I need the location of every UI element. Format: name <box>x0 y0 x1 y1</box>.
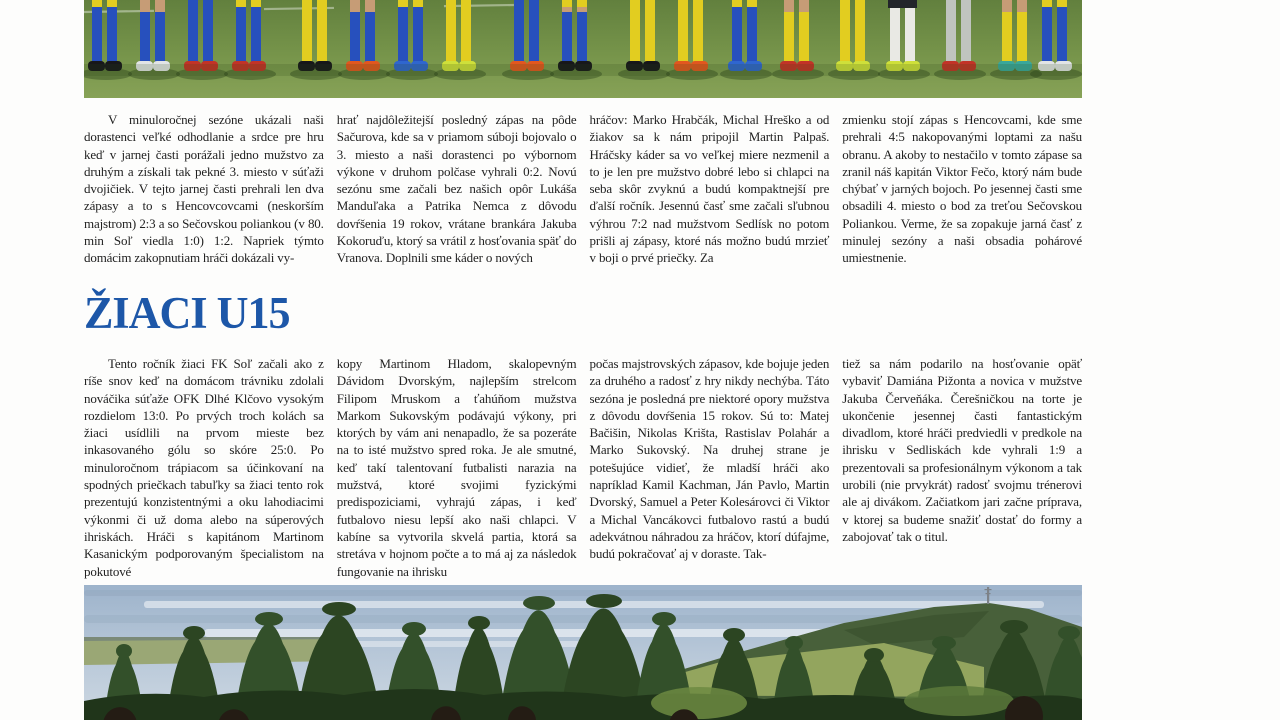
team-photo <box>84 0 1082 98</box>
team-photo-illustration <box>84 0 1082 98</box>
article-column: hrať najdôležitejší posledný zápas na pôde Sačurova, kde sa v priamom súboji bojovalo o 3. miesto a naši dorastenci po výbornom výkone v druhom polčase vyhrali 0:2. Novú sezónu sme začali bez našich opôr Lukáša Manduľaka a Patrika Nemca z dôvodu dovŕšenia 19 rokov, vrátane brankára Jakuba Kokoruďu, ktorý sa vrátil z hosťovania späť do Vranova. Doplnili sme káder o nových <box>336 112 577 266</box>
article-dorast <box>84 111 1082 287</box>
article-ziaci-u15 <box>84 355 1082 579</box>
article-column: tiež sa nám podarilo na hosťovanie opäť vybaviť Damiána Pižonta a novica v mužstve Jakuba Červeňáka. Čerešničkou na torte je ukončenie jesennej časti fantastickým divadlom, ktoré hráči predviedli v predkole na ihrisku v Sedliskách kde vyhrali 1:9 a prezentovali sa profesionálnym výkonom a tak urobili (nie prvykrát) radosť svojmu trénerovi ale aj divákom. Začiatkom jari začne príprava, v ktorej sa budeme snažiť dostať do formy a zabojovať tak o titul. <box>842 356 1082 544</box>
landscape-photo-illustration <box>84 585 1082 720</box>
article-column: V minuloročnej sezóne ukázali naši dorastenci veľké odhodlanie a srdce pre hru keď v jarnej časti porážali jedno mužstvo za druhým a získali tak pekné 3. miesto v súťaži dvojičiek. V tejto jarnej časti prehrali len dva zápasy a to s Hencovcovcami (neskorším majstrom) 2:3 a so Sečovskou poliankou (v 80. min Soľ viedla 1:0) 1:2. Napriek týmto domácim zakopnutiam hráči dokázali vy- <box>84 112 324 266</box>
article-column: Tento ročník žiaci FK Soľ začali ako z ríše snov keď na domácom trávniku zdolali nováčika súťaže OFK Dlhé Klčovo vysokým rozdielom 13:0. Po prvých troch kolách sa žiaci usídlili na prvom mieste bez inkasovaného gólu so skóre 25:0. Po minuloročnom trápiacom sa účinkovaní na spodných priečkach tabuľky sa žiaci tento rok prezentujú konzistentnými a oku lahodiacimi výkonmi či už doma alebo na súperových ihriskách. Hráči s kapitánom Martinom Kasanickým podporovaným špecialistom na pokutové <box>84 356 324 579</box>
article-column: hráčov: Marko Hrabčák, Michal Hreško a od žiakov sa k nám pripojil Martin Palpaš. Hráčsky káder sa vo veľkej miere nezmenil a to je len pre mužstvo dobré lebo si chlapci na seba skôr zvyknú a budú kompaktnejší pre ďalší ročník. Jesennú časť sme začali sľubnou výhrou 7:2 nad mužstvom Sedlísk no potom prišli aj zápasy, ktoré nás možno budú mrzieť v boji o prvé priečky. Za <box>589 112 830 266</box>
article-column: zmienku stojí zápas s Hencovcami, kde sme prehrali 4:5 nakopovanými loptami za našu obranu. A akoby to nestačilo v tomto zápase sa zranil náš kapitán Viktor Fečo, ktorý nám bude chýbať v jarných bojoch. Po jesennej časti sme obsadili 4. miesto o bod za treťou Sečovskou Poliankou. Verme, že sa zopakuje jarná časť z minulej sezóny a naši obsadia pohárové umiestnenie. <box>842 112 1082 266</box>
article-column: počas majstrovských zápasov, kde bojuje jeden za druhého a radosť z hry nikdy nechýba. Táto sezóna je posledná pre niektoré opory mužstva z dôvodu dovŕšenia 15 rokov. Sú to: Matej Bačišin, Nikolas Krišta, Rastislav Polahár a Marko Sukovský. Na druhej strane je potešujúce vidieť, že mladší hráči ako napríklad Kamil Kachman, Ján Pavlo, Martin Dvorský, Samuel a Peter Kolesárovci či Viktor a Michal Vancákovci futbalovo rastú a budú adekvátnou náhradou za hráčov, ktorí dúfajme, budú pokračovať aj v doraste. Tak- <box>589 356 830 562</box>
landscape-photo <box>84 585 1082 720</box>
section-heading-ziaci-u15: ŽIACI U15 <box>84 288 290 338</box>
article-column: kopy Martinom Hladom, skalopevným Dávidom Dvorským, najlepším strelcom Filipom Mruskom a ťahúňom mužstva Markom Sukovským podávajú výkony, pri ktorých by vám ani nenapadlo, že sa pozeráte na to isté mužstvo spred roka. Je ale smutné, keď takí talentovaní futbalisti narazia na mužstvá, ktoré svojimi fyzickými predispoziciami, vyhrajú zápas, i keď futbalovo niesu lepší ako naši chlapci. V kabíne sa vytvorila skvelá partia, ktorá sa stretáva v hojnom počte a to má aj za následok fungovanie na ihrisku <box>336 356 577 579</box>
